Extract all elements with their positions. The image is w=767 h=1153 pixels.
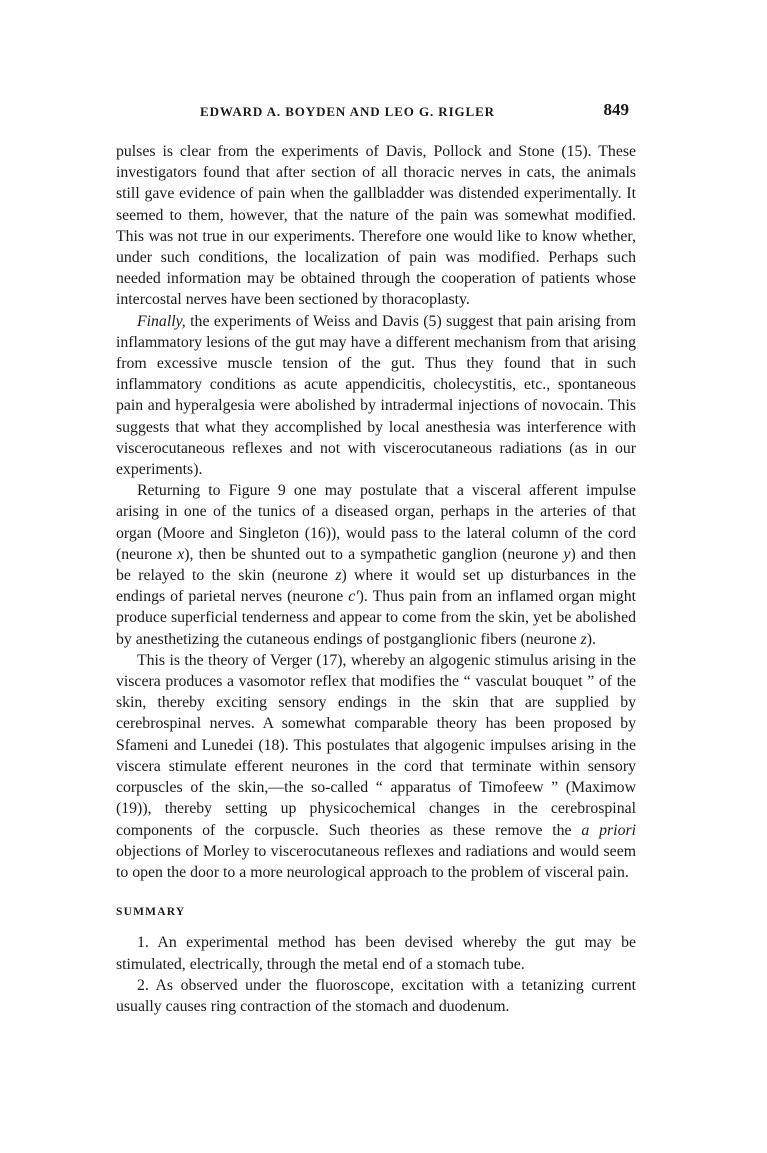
paragraph-2-text: the experiments of Weiss and Davis (5) suggest that pain arising from inflammatory lesions of the gut may have a different mechanism from that arising from excessive muscle tension of the gut. Thus they found that in such inflammatory conditions as acute appendicitis, cholecystitis, etc., spontaneous pain and hyperalgesia were abolished by intradermal injections of novocain. This suggests that what they accomplished by local anesthesia was interference with viscerocutaneous reflexes and not with viscerocutaneous radiations (as in our experiments). [116, 312, 636, 479]
neurone-x: x [177, 545, 185, 563]
a-priori: a priori [581, 821, 636, 839]
paragraph-3 [116, 480, 636, 650]
p3-text-2: ), then be shunted out to a sympathetic ganglion (neurone [184, 545, 564, 563]
p3-text-1: Returning to Figure 9 one may postulate that a visceral afferent impulse arising in one of the tunics of a diseased organ, perhaps in the arteries of that organ (Moore and Singleton (16)), would pass to the lateral column of the cord (neurone [116, 482, 636, 563]
summary-item-1: 1. An experimental method has been devised whereby the gut may be stimulated, electrically, through the metal end of a stomach tube. [116, 934, 636, 973]
paragraph-4 [116, 650, 636, 883]
paragraph-2 [116, 311, 636, 481]
neurone-c-prime: c' [348, 588, 359, 606]
p4-text-1: This is the theory of Verger (17), whereby an algogenic stimulus arising in the viscera produces a vasomotor reflex that modifies the “ vasculat bouquet ” of the skin, thereby exciting sensory endings in the skin that are supplied by cerebrospinal nerves. A somewhat comparable theory has been proposed by Sfameni and Lunedei (18). This postulates that algogenic impulses arising in the viscera stimulate efferent neurones in the cord that terminate within sensory corpuscles of the skin,—the so-called “ apparatus of Timofeew ” (Maximow (19)), thereby setting up physicochemical changes in the cerebrospinal components of the corpuscle. Such theories as these remove the [116, 651, 636, 839]
p3-text-3: ) and then be relayed to the skin (neurone [116, 545, 636, 585]
running-head: EDWARD A. BOYDEN AND LEO G. RIGLER [200, 104, 495, 119]
page-number: 849 [603, 100, 629, 119]
neurone-z: z [335, 567, 342, 585]
summary-item-2: 2. As observed under the fluoroscope, excitation with a tetanizing current usually causes ring contraction of the stomach and duodenum. [116, 976, 636, 1015]
paragraph-2-lead: Finally, [137, 312, 186, 330]
p4-text-2: objections of Morley to viscerocutaneous reflexes and radiations and would seem to open the door to a more neurological approach to the problem of visceral pain. [116, 842, 636, 881]
p3-text-5: ). Thus pain from an inflamed organ might produce superficial tenderness and appear to come from the skin, yet be abolished by anesthetizing the cutaneous endings of postganglionic fibers (neurone [116, 588, 636, 648]
p3-text-4: ) where it would set up disturbances in the endings of parietal nerves (neurone [116, 567, 636, 606]
p3-text-6: ). [586, 630, 596, 648]
summary-heading: SUMMARY [116, 906, 186, 919]
neurone-z-2: z [580, 630, 587, 648]
body-text [116, 141, 636, 1017]
paragraph-1: pulses is clear from the experiments of Davis, Pollock and Stone (15). These investigators found that after section of all thoracic nerves in cats, the animals still gave evidence of pain when the gallbladder was distended experimentally. It seemed to them, however, that the nature of the pain was somewhat modified. This was not true in our experiments. Therefore one would like to know whether, under such conditions, the localization of pain was modified. Perhaps such needed information may be obtained through the cooperation of patients whose intercostal nerves have been sectioned by thoracoplasty. [116, 143, 636, 309]
neurone-y: y [563, 545, 571, 563]
